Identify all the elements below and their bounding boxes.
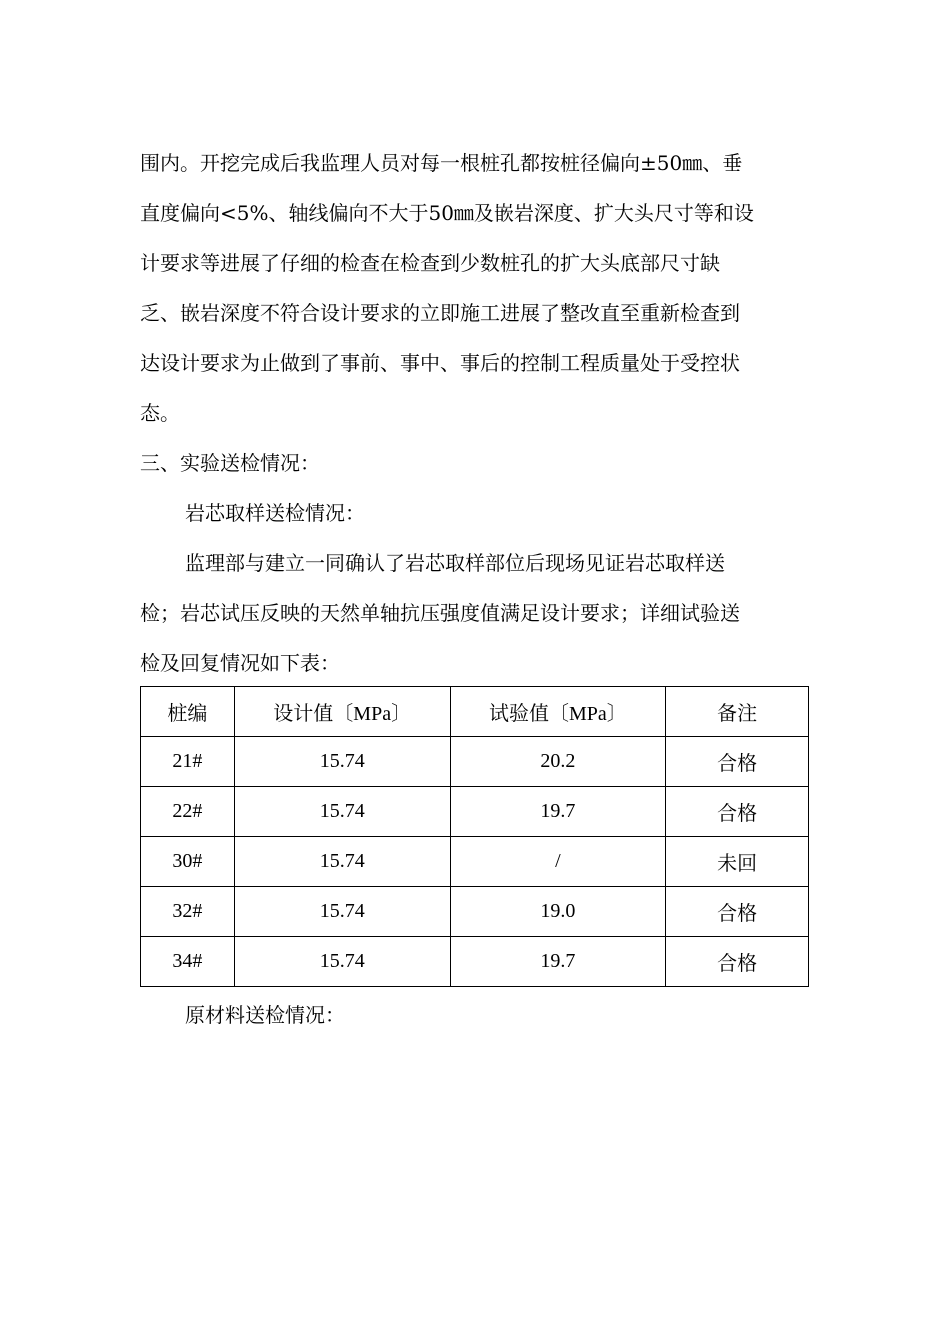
cell-remark: 合格: [666, 937, 809, 987]
cell-design-value: 15.74: [234, 937, 450, 987]
header-remark: 备注: [666, 687, 809, 737]
cell-remark: 合格: [666, 887, 809, 937]
text-line: 检及回复情况如下表：: [140, 651, 340, 675]
text-line: 达设计要求为止做到了事前、事中、事后的控制工程质量处于受控状: [140, 351, 740, 375]
section-heading: 三、实验送检情况：: [140, 451, 320, 475]
cell-pile-number: 21#: [141, 737, 235, 787]
header-test-value: 试验值〔MPa〕: [450, 687, 666, 737]
cell-design-value: 15.74: [234, 887, 450, 937]
paragraph-inspection: [140, 138, 820, 438]
cell-remark: 未回: [666, 837, 809, 887]
table-header-row: [141, 687, 809, 737]
text-line: 态。: [140, 401, 180, 425]
table-row: [141, 787, 809, 837]
cell-design-value: 15.74: [234, 837, 450, 887]
table-row: [141, 887, 809, 937]
subsection-heading-raw-material: 原材料送检情况：: [185, 1003, 345, 1027]
cell-pile-number: 22#: [141, 787, 235, 837]
cell-pile-number: 30#: [141, 837, 235, 887]
header-design-value: 设计值〔MPa〕: [234, 687, 450, 737]
cell-remark: 合格: [666, 737, 809, 787]
subsection-heading-rock-core: 岩芯取样送检情况：: [185, 501, 365, 525]
table-row: [141, 837, 809, 887]
cell-pile-number: 34#: [141, 937, 235, 987]
paragraph-rock-core: [140, 538, 820, 688]
cell-test-value: 19.7: [450, 937, 666, 987]
cell-test-value: 19.0: [450, 887, 666, 937]
cell-pile-number: 32#: [141, 887, 235, 937]
text-line: 乏、嵌岩深度不符合设计要求的立即施工进展了整改直至重新检查到: [140, 301, 740, 325]
text-line: 监理部与建立一同确认了岩芯取样部位后现场见证岩芯取样送: [185, 551, 725, 575]
table-row: [141, 737, 809, 787]
cell-test-value: 19.7: [450, 787, 666, 837]
text-line: 计要求等进展了仔细的检查在检查到少数桩孔的扩大头底部尺寸缺: [140, 251, 720, 275]
table-row: [141, 937, 809, 987]
cell-test-value: 20.2: [450, 737, 666, 787]
text-line: 围内。开挖完成后我监理人员对每一根桩孔都按桩径偏向±50㎜、垂: [140, 151, 743, 175]
cell-design-value: 15.74: [234, 787, 450, 837]
cell-remark: 合格: [666, 787, 809, 837]
text-line: 直度偏向<5%、轴线偏向不大于50㎜及嵌岩深度、扩大头尺寸等和设: [140, 201, 754, 225]
cell-test-value: /: [450, 837, 666, 887]
rock-core-test-table: [140, 686, 809, 987]
header-pile-number: 桩编: [141, 687, 235, 737]
cell-design-value: 15.74: [234, 737, 450, 787]
text-line: 检；岩芯试压反映的天然单轴抗压强度值满足设计要求；详细试验送: [140, 601, 740, 625]
